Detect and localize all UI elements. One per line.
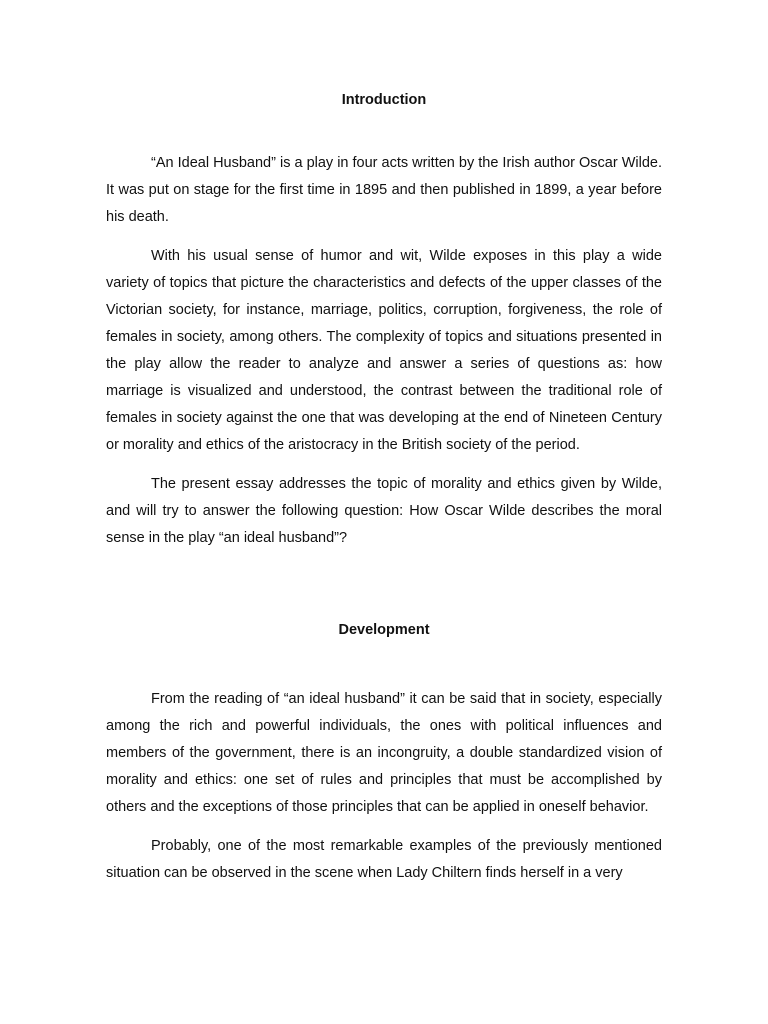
introduction-paragraph: The present essay addresses the topic of morality and ethics given by Wilde, and will try to answer the following question: How Oscar Wilde describes the moral sense in the play “an ideal husband”? bbox=[106, 476, 662, 546]
introduction-paragraph: With his usual sense of humor and wit, Wilde exposes in this play a wide variety of topics that picture the characteristics and defects of the upper classes of the Victorian society, for instance, marriage, politics, corruption, forgiveness, the role of females in society, among others. The complexity of topics and situations presented in the play allow the reader to analyze and answer a series of questions as: how marriage is visualized and understood, the contrast between the traditional role of females in society against the one that was developing at the end of Nineteen Century or morality and ethics of the aristocracy in the British society of the period. bbox=[106, 248, 662, 453]
introduction-heading: Introduction bbox=[341, 92, 427, 108]
development-heading: Development bbox=[338, 622, 430, 638]
development-paragraph: From the reading of “an ideal husband” it can be said that in society, especially among the rich and powerful individuals, the ones with political influences and members of the government, there is an incongruity, a double standardized vision of morality and ethics: one set of rules and principles that must be accomplished by others and the exceptions of those principles that can be applied in oneself behavior. bbox=[106, 691, 662, 815]
introduction-body bbox=[106, 150, 662, 564]
introduction-paragraph: “An Ideal Husband” is a play in four acts written by the Irish author Oscar Wilde. It was put on stage for the first time in 1895 and then published in 1899, a year before his death. bbox=[106, 155, 662, 225]
development-paragraph: Probably, one of the most remarkable examples of the previously mentioned situation can be observed in the scene when Lady Chiltern finds herself in a very bbox=[106, 838, 662, 881]
development-body bbox=[106, 686, 662, 899]
